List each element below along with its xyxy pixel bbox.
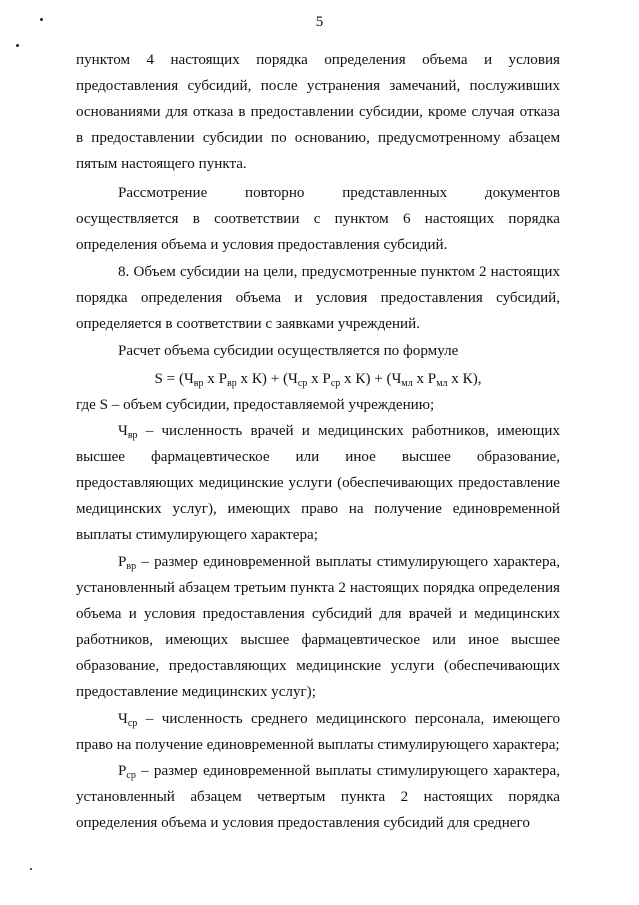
formula-subscript: мл — [401, 378, 413, 389]
formula-symbol: Р — [427, 371, 437, 387]
definition-subscript: вр — [126, 561, 137, 572]
formula-symbol: Ч — [391, 371, 402, 387]
paragraph-continued — [76, 47, 560, 177]
formula-subscript: ср — [330, 378, 341, 389]
definition-symbol: Р — [118, 763, 127, 779]
definition-ch-vr — [76, 418, 560, 548]
definition-symbol: Ч — [118, 711, 128, 727]
definition-p-vr — [76, 549, 560, 705]
definition-p-sr — [76, 758, 560, 836]
paragraph-text: Расчет объема субсидии осуществляется по формуле — [118, 343, 459, 359]
formula-symbol: Р — [322, 371, 331, 387]
paragraph-text: где S – объем субсидии, предоставляемой учреждению; — [76, 397, 435, 413]
paragraph-text: 8. Объем субсидии на цели, предусмотренные пунктом 2 настоящих порядка определения объема и условия предоставления субсидий, определяется в соответствии с заявками учреждений. — [76, 264, 560, 332]
formula-subscript: вр — [193, 378, 204, 389]
definition-text: – размер единовременной выплаты стимулирующего характера, установленный абзацем третьим пункта 2 настоящих порядка определения объема и условия предоставления субсидий для врачей и медицинских работников, имеющих высшее фармацевтическое или иное высшее образование, предоставляющих медицинские услуги (обеспечивающих предоставление медицинских услуг); — [76, 554, 560, 700]
formula-join: ) + ( — [261, 371, 289, 387]
definition-text: – размер единовременной выплаты стимулирующего характера, установленный абзацем четвертым пункта 2 настоящих порядка определения объема и условия предоставления субсидий для среднего — [76, 763, 560, 831]
scan-speck — [16, 44, 19, 47]
paragraph-text: пунктом 4 настоящих порядка определения объема и условия предоставления субсидий, после устранения замечаний, послуживших основаниями для отказа в предоставлении субсидии, кроме случая отказа в предоставлении субсидии по основанию, предусмотренному абзацем пятым настоящего пункта. — [76, 52, 560, 172]
formula-times: х — [307, 371, 323, 387]
formula-times: х — [412, 371, 428, 387]
formula-end: ), — [472, 371, 482, 387]
definition-text: – численность врачей и медицинских работников, имеющих высшее фармацевтическое или иное высшее образование, предоставляющих медицинские услуги (обеспечивающих предоставление медицинских услуг), имеющих право на получение единовременной выплаты стимулирующего характера; — [76, 423, 560, 543]
formula-symbol: К — [355, 371, 366, 387]
scan-speck — [30, 868, 32, 870]
formula-subscript: вр — [227, 378, 237, 389]
paragraph-formula-intro — [76, 338, 560, 364]
formula-times: х — [236, 371, 252, 387]
definition-text: – численность среднего медицинского персонала, имеющего право на получение единовременной выплаты стимулирующего характера; — [76, 711, 560, 753]
subsidy-formula — [76, 366, 560, 392]
formula-join: ) + ( — [365, 371, 392, 387]
formula-symbol: Ч — [183, 371, 194, 387]
formula-times: х — [340, 371, 356, 387]
formula-subscript: мл — [436, 378, 448, 389]
paragraph-where — [76, 392, 560, 418]
definition-symbol: Ч — [118, 423, 128, 439]
formula-times: х — [447, 371, 463, 387]
formula-symbol: Ч — [288, 371, 298, 387]
formula-symbol: К — [462, 371, 473, 387]
formula-symbol: К — [251, 371, 262, 387]
formula-lhs: S = ( — [154, 371, 184, 387]
paragraph-resubmission — [76, 180, 560, 258]
paragraph-item-8 — [76, 259, 560, 337]
definition-ch-sr — [76, 706, 560, 758]
scan-speck — [40, 18, 43, 21]
definition-subscript: ср — [127, 718, 138, 729]
paragraph-text: Рассмотрение повторно представленных документов осуществляется в соответствии с пунктом 6 настоящих порядка определения объема и условия предоставления субсидий. — [76, 185, 560, 253]
definition-subscript: вр — [127, 430, 138, 441]
formula-symbol: Р — [218, 371, 228, 387]
definition-symbol: Р — [118, 554, 127, 570]
formula-times: х — [203, 371, 219, 387]
page-number: 5 — [315, 14, 324, 30]
definition-subscript: ср — [126, 770, 136, 781]
formula-subscript: ср — [297, 378, 308, 389]
